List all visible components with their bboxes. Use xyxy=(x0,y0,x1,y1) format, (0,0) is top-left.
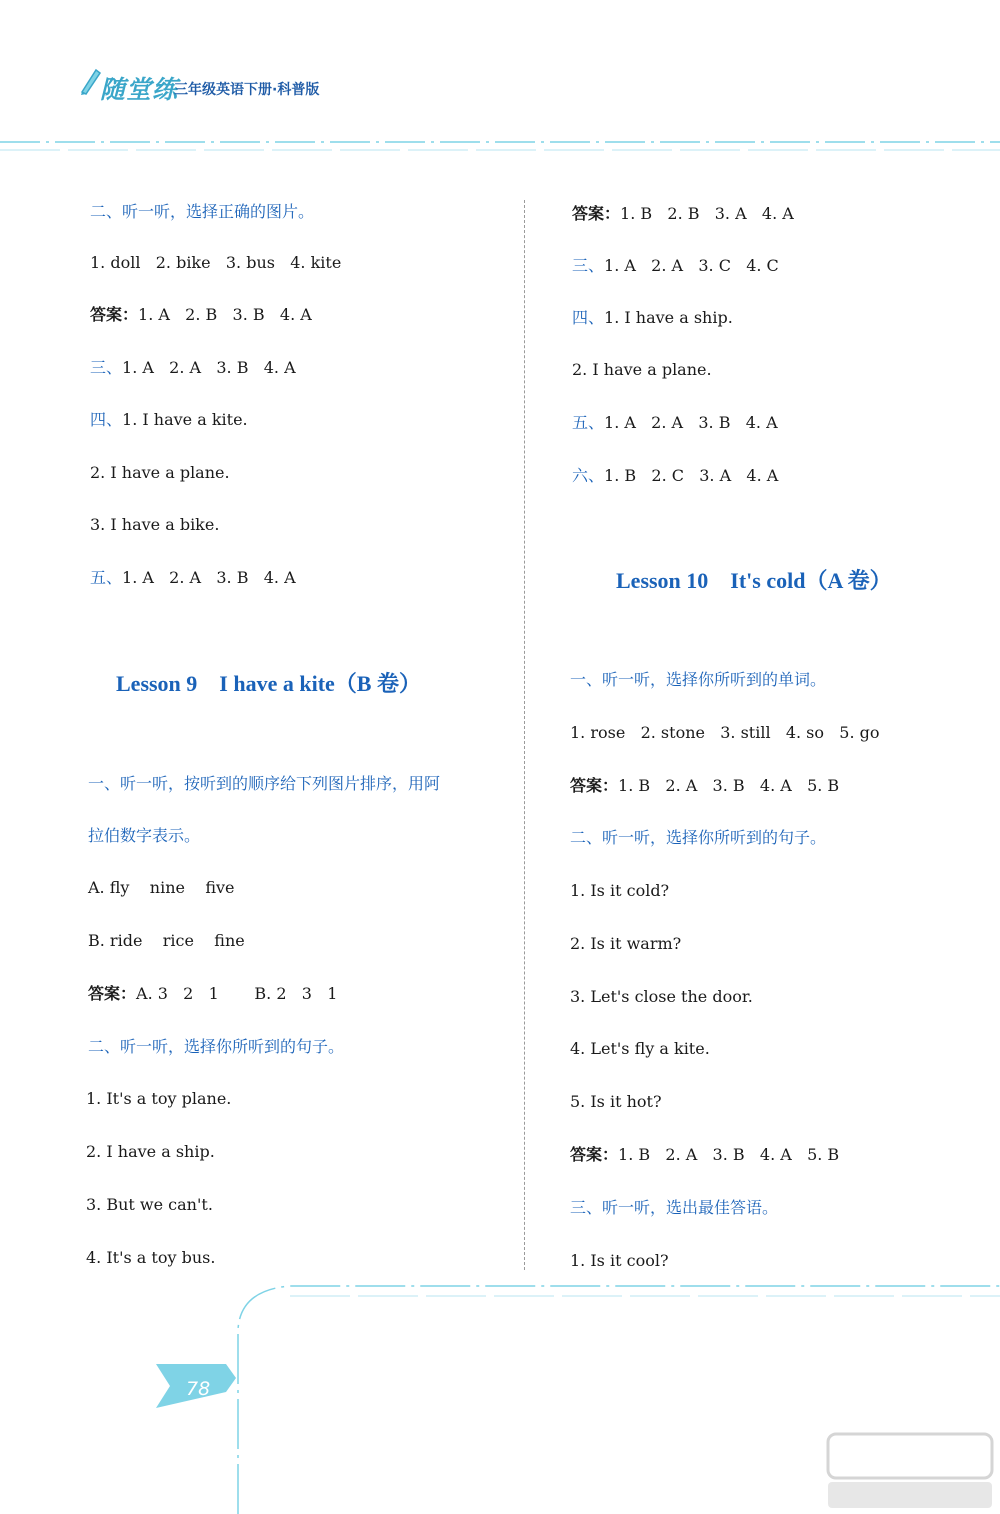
section-title: 一、听一听，选择你所听到的单词。 xyxy=(570,670,827,689)
sentence-line xyxy=(90,410,248,430)
answer-label: 答案： xyxy=(572,204,621,223)
lesson-heading: Lesson 10 It's cold（A 卷） xyxy=(616,568,892,593)
page-number: 78 xyxy=(186,1378,211,1400)
word-list: 1. doll 2. bike 3. bus 4. kite xyxy=(90,253,342,272)
answer-values: 1. A 2. A 3. B 4. A xyxy=(122,568,296,587)
sentence: 3. I have a bike. xyxy=(90,515,220,534)
answer-line xyxy=(572,256,779,276)
answer-line xyxy=(90,568,296,588)
sentence-line xyxy=(572,308,733,328)
answer-values: 1. A 2. B 3. B 4. A xyxy=(138,305,312,324)
section-label: 三、 xyxy=(572,256,605,275)
section-title: 一、听一听，按听到的顺序给下列图片排序，用阿 xyxy=(88,774,441,793)
sentence: 2. I have a plane. xyxy=(572,360,712,379)
answer-line xyxy=(90,358,296,378)
sentence: 1. Is it cold? xyxy=(570,881,670,900)
answer-values: 1. A 2. A 3. B 4. A xyxy=(122,358,296,377)
answer-line xyxy=(572,413,778,433)
word-group-a: A. fly nine five xyxy=(88,878,235,897)
sentence: 2. I have a plane. xyxy=(90,463,230,482)
answer-values: A. 3 2 1 B. 2 3 1 xyxy=(136,984,338,1003)
answer-line xyxy=(90,305,312,325)
sentence: 1. It's a toy plane. xyxy=(86,1089,232,1108)
section-label: 五、 xyxy=(572,413,605,432)
answer-label: 答案： xyxy=(88,984,137,1003)
sentence: 2. I have a ship. xyxy=(86,1142,215,1161)
book-subtitle: 三年级英语下册·科普版 xyxy=(174,82,320,98)
sentence: 1. Is it cool? xyxy=(570,1251,669,1270)
answer-line xyxy=(572,204,794,224)
sentence: 4. Let's fly a kite. xyxy=(570,1039,710,1058)
answer-line xyxy=(570,776,839,796)
answer-values: 1. B 2. C 3. A 4. A xyxy=(604,466,779,485)
brand-title: 随堂练 xyxy=(100,75,179,104)
lesson-heading: Lesson 9 I have a kite（B 卷） xyxy=(116,671,421,696)
sentence: 3. Let's close the door. xyxy=(570,987,753,1006)
answer-label: 答案： xyxy=(570,776,619,795)
word-group-b: B. ride rice fine xyxy=(88,931,245,950)
section-title-continued: 拉伯数字表示。 xyxy=(88,826,201,845)
sentence: 1. I have a kite. xyxy=(122,410,248,429)
answer-line xyxy=(572,466,778,486)
answer-values: 1. A 2. A 3. C 4. C xyxy=(604,256,779,275)
answer-label: 答案： xyxy=(570,1145,619,1164)
section-label: 四、 xyxy=(90,410,123,429)
sentence: 4. It's a toy bus. xyxy=(86,1248,216,1267)
answer-values: 1. A 2. A 3. B 4. A xyxy=(604,413,778,432)
answer-line xyxy=(570,1145,839,1165)
sentence: 1. I have a ship. xyxy=(604,308,733,327)
watermark-logo xyxy=(822,1426,998,1514)
header-divider xyxy=(0,136,1000,158)
column-divider xyxy=(524,200,527,1270)
section-title: 二、听一听，选择正确的图片。 xyxy=(90,202,315,221)
answer-values: 1. B 2. A 3. B 4. A 5. B xyxy=(618,1145,840,1164)
answer-values: 1. B 2. A 3. B 4. A 5. B xyxy=(618,776,840,795)
section-title: 三、听一听，选出最佳答语。 xyxy=(570,1198,779,1217)
answer-line xyxy=(88,984,337,1004)
sentence: 5. Is it hot? xyxy=(570,1092,662,1111)
section-label: 六、 xyxy=(572,466,605,485)
section-label: 四、 xyxy=(572,308,605,327)
section-label: 五、 xyxy=(90,568,123,587)
sentence: 3. But we can't. xyxy=(86,1195,213,1214)
sentence: 2. Is it warm? xyxy=(570,934,682,953)
section-title: 二、听一听，选择你所听到的句子。 xyxy=(88,1037,345,1056)
word-list: 1. rose 2. stone 3. still 4. so 5. go xyxy=(570,723,880,742)
section-title: 二、听一听，选择你所听到的句子。 xyxy=(570,828,827,847)
section-label: 三、 xyxy=(90,358,123,377)
answer-values: 1. B 2. B 3. A 4. A xyxy=(620,204,794,223)
page-header xyxy=(0,0,1000,160)
answer-label: 答案： xyxy=(90,305,139,324)
